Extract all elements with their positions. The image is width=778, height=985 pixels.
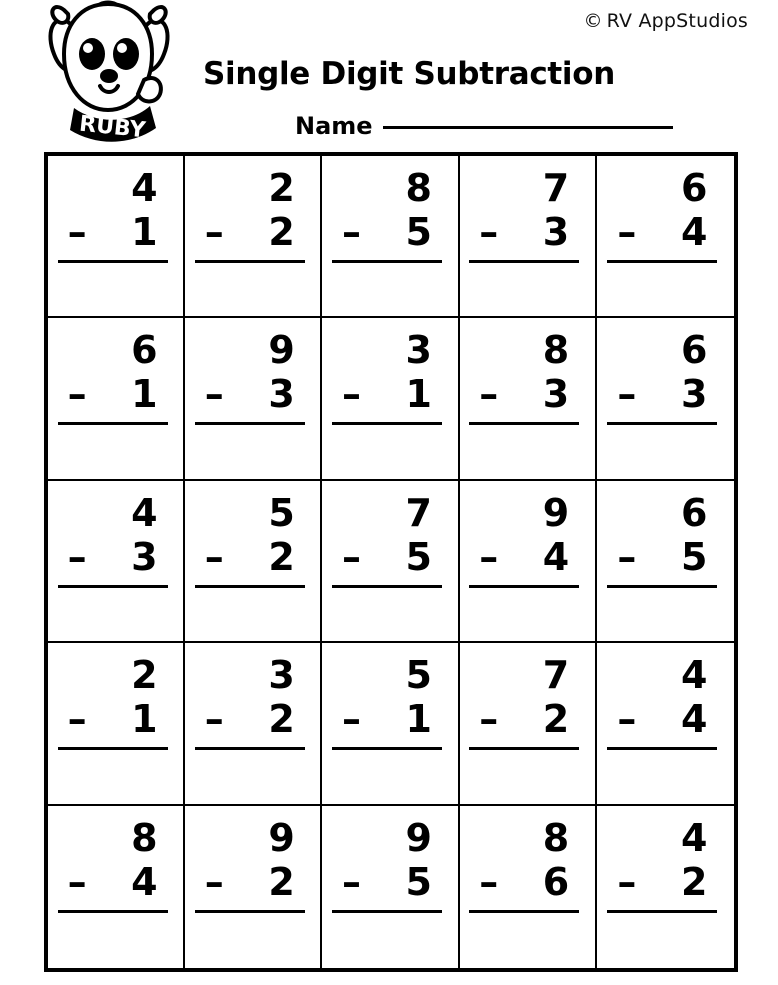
name-field-row bbox=[295, 112, 673, 140]
mascot-name-text: RUBY bbox=[77, 111, 147, 144]
subtraction-problem bbox=[475, 816, 579, 913]
minus-operator: – bbox=[617, 534, 637, 579]
subtrahend-row bbox=[201, 860, 305, 904]
subtrahend-row bbox=[338, 860, 442, 904]
answer-line[interactable] bbox=[195, 747, 305, 750]
subtrahend-row bbox=[338, 210, 442, 254]
problem-cell[interactable] bbox=[597, 318, 734, 480]
minuend: 8 bbox=[131, 815, 158, 860]
minus-operator: – bbox=[204, 210, 224, 254]
answer-line[interactable] bbox=[195, 260, 305, 263]
answer-line[interactable] bbox=[195, 910, 305, 913]
subtrahend-row bbox=[64, 372, 168, 416]
minuend: 3 bbox=[268, 653, 295, 698]
subtrahend: 5 bbox=[405, 210, 432, 254]
problem-cell[interactable] bbox=[460, 643, 597, 805]
subtrahend-row bbox=[338, 697, 442, 741]
problem-cell[interactable] bbox=[597, 806, 734, 968]
subtrahend: 5 bbox=[405, 859, 432, 904]
minuend: 6 bbox=[131, 328, 158, 373]
problem-cell[interactable] bbox=[597, 643, 734, 805]
subtrahend-row bbox=[201, 210, 305, 254]
minuend: 9 bbox=[268, 328, 295, 373]
subtraction-problem bbox=[201, 491, 305, 588]
minus-operator: – bbox=[617, 210, 637, 254]
minuend: 9 bbox=[542, 490, 570, 535]
problem-cell[interactable] bbox=[322, 318, 459, 480]
subtrahend-row bbox=[475, 697, 579, 741]
subtraction-problem bbox=[64, 491, 168, 588]
subtrahend: 2 bbox=[268, 534, 295, 579]
minuend: 4 bbox=[680, 815, 708, 860]
subtrahend: 4 bbox=[680, 210, 708, 254]
subtraction-problem bbox=[338, 328, 442, 425]
subtrahend: 3 bbox=[680, 372, 708, 417]
name-input-line[interactable] bbox=[383, 126, 673, 129]
subtrahend: 1 bbox=[405, 372, 432, 417]
minus-operator: – bbox=[479, 372, 499, 417]
subtraction-problem bbox=[201, 653, 305, 750]
problem-cell[interactable] bbox=[185, 481, 322, 643]
subtraction-problem bbox=[64, 166, 168, 263]
name-label: Name bbox=[295, 112, 373, 140]
problem-cell[interactable] bbox=[597, 156, 734, 318]
subtrahend-row bbox=[64, 535, 168, 579]
ruby-puppy-mascot-icon bbox=[38, 0, 178, 156]
subtraction-problem bbox=[475, 328, 579, 425]
minus-operator: – bbox=[67, 859, 87, 904]
answer-line[interactable] bbox=[607, 260, 717, 263]
subtrahend: 5 bbox=[680, 534, 708, 579]
subtraction-problem bbox=[64, 328, 168, 425]
minus-operator: – bbox=[617, 859, 637, 904]
subtrahend: 3 bbox=[542, 210, 570, 254]
minus-operator: – bbox=[67, 372, 87, 417]
subtrahend: 2 bbox=[268, 210, 295, 254]
problem-cell[interactable] bbox=[48, 806, 185, 968]
subtrahend: 1 bbox=[405, 697, 432, 742]
subtraction-problem bbox=[201, 166, 305, 263]
minuend: 2 bbox=[131, 653, 158, 698]
worksheet-header bbox=[0, 0, 778, 152]
minus-operator: – bbox=[341, 534, 361, 579]
subtraction-problem bbox=[201, 328, 305, 425]
subtrahend: 4 bbox=[542, 534, 570, 579]
problem-cell[interactable] bbox=[185, 318, 322, 480]
minus-operator: – bbox=[204, 372, 224, 417]
problem-cell[interactable] bbox=[460, 318, 597, 480]
copyright-text: RV AppStudios bbox=[606, 10, 748, 32]
subtrahend-row bbox=[475, 372, 579, 416]
subtrahend-row bbox=[613, 697, 717, 741]
subtraction-problem bbox=[338, 166, 442, 263]
subtrahend-row bbox=[613, 372, 717, 416]
answer-line[interactable] bbox=[332, 747, 442, 750]
answer-line[interactable] bbox=[607, 910, 717, 913]
minus-operator: – bbox=[341, 859, 361, 904]
copyright-notice bbox=[583, 10, 748, 32]
answer-line[interactable] bbox=[58, 260, 168, 263]
answer-line[interactable] bbox=[332, 422, 442, 425]
answer-line[interactable] bbox=[607, 747, 717, 750]
minuend: 6 bbox=[680, 328, 708, 373]
answer-line[interactable] bbox=[469, 747, 579, 750]
minus-operator: – bbox=[67, 210, 87, 254]
minus-operator: – bbox=[479, 859, 499, 904]
answer-line[interactable] bbox=[58, 910, 168, 913]
minus-operator: – bbox=[67, 697, 87, 742]
answer-line[interactable] bbox=[607, 585, 717, 588]
minuend: 6 bbox=[680, 490, 708, 535]
answer-line[interactable] bbox=[332, 585, 442, 588]
minuend: 8 bbox=[542, 328, 570, 373]
minus-operator: – bbox=[67, 534, 87, 579]
copyright-icon: © bbox=[583, 10, 603, 32]
subtraction-problem bbox=[613, 166, 717, 263]
subtrahend-row bbox=[475, 860, 579, 904]
subtrahend: 3 bbox=[542, 372, 570, 417]
problem-cell[interactable] bbox=[322, 481, 459, 643]
problem-cell[interactable] bbox=[322, 643, 459, 805]
subtrahend-row bbox=[201, 535, 305, 579]
answer-line[interactable] bbox=[58, 585, 168, 588]
subtraction-problem bbox=[613, 816, 717, 913]
subtrahend-row bbox=[613, 210, 717, 254]
subtrahend-row bbox=[201, 372, 305, 416]
problem-cell[interactable] bbox=[48, 318, 185, 480]
minuend: 4 bbox=[680, 653, 708, 698]
minuend: 8 bbox=[405, 166, 432, 210]
problem-cell[interactable] bbox=[322, 806, 459, 968]
answer-line[interactable] bbox=[469, 260, 579, 263]
minus-operator: – bbox=[204, 697, 224, 742]
minus-operator: – bbox=[341, 697, 361, 742]
problem-cell[interactable] bbox=[185, 156, 322, 318]
minuend: 7 bbox=[542, 653, 570, 698]
subtrahend: 3 bbox=[268, 372, 295, 417]
subtraction-problem bbox=[201, 816, 305, 913]
problem-cell[interactable] bbox=[185, 643, 322, 805]
problem-cell[interactable] bbox=[460, 156, 597, 318]
subtraction-problem bbox=[613, 653, 717, 750]
problem-cell[interactable] bbox=[460, 806, 597, 968]
answer-line[interactable] bbox=[58, 422, 168, 425]
answer-line[interactable] bbox=[469, 422, 579, 425]
subtrahend: 3 bbox=[131, 534, 158, 579]
subtrahend: 6 bbox=[542, 859, 570, 904]
minuend: 9 bbox=[405, 815, 432, 860]
minuend: 8 bbox=[542, 815, 570, 860]
subtrahend-row bbox=[475, 210, 579, 254]
minus-operator: – bbox=[617, 372, 637, 417]
subtraction-problem bbox=[338, 491, 442, 588]
problem-cell[interactable] bbox=[322, 156, 459, 318]
answer-line[interactable] bbox=[195, 585, 305, 588]
answer-line[interactable] bbox=[58, 747, 168, 750]
page-title: Single Digit Subtraction bbox=[202, 56, 616, 92]
answer-line[interactable] bbox=[332, 260, 442, 263]
subtrahend: 2 bbox=[680, 859, 708, 904]
answer-line[interactable] bbox=[607, 422, 717, 425]
problem-cell[interactable] bbox=[460, 481, 597, 643]
minuend: 3 bbox=[405, 328, 432, 373]
subtraction-problem bbox=[475, 491, 579, 588]
subtraction-problem bbox=[64, 816, 168, 913]
minuend: 5 bbox=[268, 490, 295, 535]
answer-line[interactable] bbox=[332, 910, 442, 913]
minus-operator: – bbox=[204, 859, 224, 904]
problem-cell[interactable] bbox=[48, 156, 185, 318]
subtraction-problem bbox=[338, 653, 442, 750]
subtrahend: 1 bbox=[131, 210, 158, 254]
subtrahend-row bbox=[613, 535, 717, 579]
subtraction-problem bbox=[475, 653, 579, 750]
minus-operator: – bbox=[479, 697, 499, 742]
minuend: 5 bbox=[405, 653, 432, 698]
problems-grid bbox=[44, 152, 738, 972]
minuend: 4 bbox=[131, 166, 158, 210]
minuend: 7 bbox=[542, 166, 570, 210]
minuend: 2 bbox=[268, 166, 295, 210]
subtrahend: 2 bbox=[542, 697, 570, 742]
minuend: 4 bbox=[131, 490, 158, 535]
minus-operator: – bbox=[204, 534, 224, 579]
subtraction-problem bbox=[613, 328, 717, 425]
subtrahend-row bbox=[338, 372, 442, 416]
minuend: 7 bbox=[405, 490, 432, 535]
subtraction-problem bbox=[613, 491, 717, 588]
subtrahend: 1 bbox=[131, 372, 158, 417]
minus-operator: – bbox=[479, 210, 499, 254]
problem-cell[interactable] bbox=[48, 481, 185, 643]
subtrahend: 5 bbox=[405, 534, 432, 579]
subtrahend: 2 bbox=[268, 859, 295, 904]
answer-line[interactable] bbox=[469, 585, 579, 588]
answer-line[interactable] bbox=[195, 422, 305, 425]
minus-operator: – bbox=[617, 697, 637, 742]
subtrahend-row bbox=[64, 860, 168, 904]
subtraction-problem bbox=[338, 816, 442, 913]
subtrahend: 2 bbox=[268, 697, 295, 742]
subtrahend-row bbox=[64, 697, 168, 741]
minuend: 6 bbox=[680, 166, 708, 210]
problem-cell[interactable] bbox=[48, 643, 185, 805]
subtrahend-row bbox=[201, 697, 305, 741]
subtrahend-row bbox=[338, 535, 442, 579]
minus-operator: – bbox=[479, 534, 499, 579]
minuend: 9 bbox=[268, 815, 295, 860]
problem-cell[interactable] bbox=[597, 481, 734, 643]
subtrahend: 1 bbox=[131, 697, 158, 742]
subtrahend-row bbox=[475, 535, 579, 579]
answer-line[interactable] bbox=[469, 910, 579, 913]
subtrahend-row bbox=[613, 860, 717, 904]
problem-cell[interactable] bbox=[185, 806, 322, 968]
minus-operator: – bbox=[341, 210, 361, 254]
subtrahend: 4 bbox=[131, 859, 158, 904]
subtraction-problem bbox=[475, 166, 579, 263]
minus-operator: – bbox=[341, 372, 361, 417]
subtraction-problem bbox=[64, 653, 168, 750]
subtrahend-row bbox=[64, 210, 168, 254]
subtrahend: 4 bbox=[680, 697, 708, 742]
